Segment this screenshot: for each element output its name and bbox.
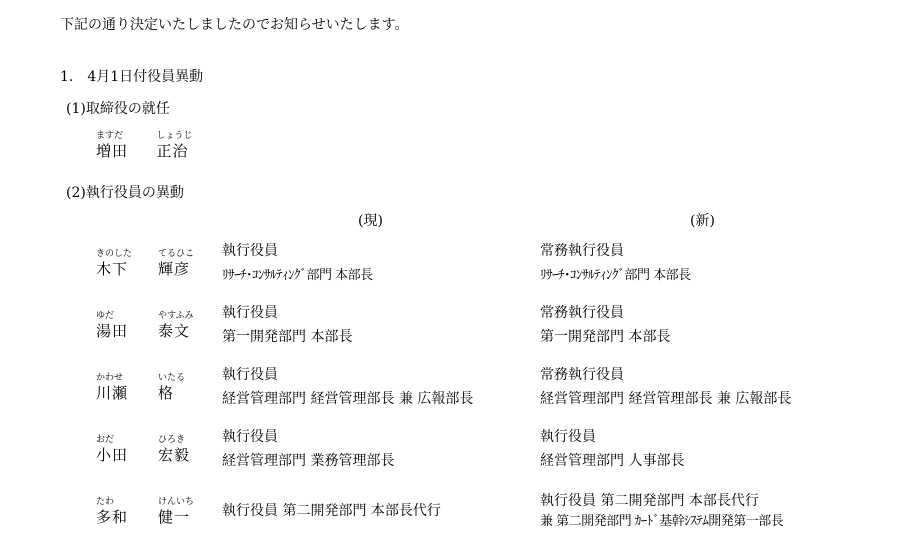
subsection-director-appointment: (1)取締役の就任 xyxy=(66,101,170,117)
current-title: 執行役員 xyxy=(222,305,278,321)
new-dept: 第一開発部門 本部長 xyxy=(540,329,671,345)
officer-last-name: ゆだ 湯田 xyxy=(96,320,128,341)
new-dept: 経営管理部門 経営管理部長 兼 広報部長 xyxy=(540,391,792,407)
officer-last-ruby: きのした xyxy=(96,249,133,259)
current-title: 執行役員 第二開発部門 本部長代行 xyxy=(222,503,441,519)
officer-last-name: かわせ 川瀬 xyxy=(96,382,128,403)
officer-first-name: てるひこ 輝彦 xyxy=(158,258,190,279)
officer-first-name: やすふみ 泰文 xyxy=(158,320,190,341)
officer-first-name: ひろき 宏毅 xyxy=(158,444,190,465)
officer-row xyxy=(0,302,901,362)
officer-row xyxy=(0,488,901,548)
current-title: 執行役員 xyxy=(222,429,278,445)
new-dept: ﾘｻｰﾁ･ｺﾝｻﾙﾃｨﾝｸﾞ部門 本部長 xyxy=(540,268,691,283)
officer-last-ruby: たわ xyxy=(96,497,115,507)
intro-text: 下記の通り決定いたしましたのでお知らせいたします。 xyxy=(60,17,409,33)
officer-first-ruby: いたる xyxy=(158,373,186,383)
director-last-name: ますだ 増田 xyxy=(96,140,128,161)
officer-first-ruby: ひろき xyxy=(158,435,186,445)
new-title: 常務執行役員 xyxy=(540,243,624,259)
officer-last-name: おだ 小田 xyxy=(96,444,128,465)
officer-first-name: いたる 格 xyxy=(158,382,174,403)
officer-first-ruby: けんいち xyxy=(158,497,195,507)
officer-first-ruby: やすふみ xyxy=(158,311,194,321)
director-last-ruby: ますだ xyxy=(96,131,124,141)
officer-last-ruby: ゆだ xyxy=(96,311,115,321)
new-title: 執行役員 第二開発部門 本部長代行 xyxy=(540,493,759,509)
director-name xyxy=(96,131,193,161)
officer-last-ruby: かわせ xyxy=(96,373,124,383)
section-heading: 1. 4月1日付役員異動 xyxy=(60,69,204,85)
new-title: 常務執行役員 xyxy=(540,305,624,321)
header-current: (現) xyxy=(358,213,383,229)
current-dept: ﾘｻｰﾁ･ｺﾝｻﾙﾃｨﾝｸﾞ部門 本部長 xyxy=(222,268,373,283)
current-title: 執行役員 xyxy=(222,243,278,259)
officer-row xyxy=(0,364,901,424)
current-dept: 経営管理部門 業務管理部長 xyxy=(222,453,395,469)
new-title: 常務執行役員 xyxy=(540,367,624,383)
new-dept: 経営管理部門 人事部長 xyxy=(540,453,685,469)
officer-last-name: たわ 多和 xyxy=(96,506,128,527)
director-first-ruby: しょうじ xyxy=(156,131,193,141)
officer-row xyxy=(0,426,901,486)
director-first-name: しょうじ 正治 xyxy=(156,140,188,161)
officer-first-name: けんいち 健一 xyxy=(158,506,190,527)
subsection-officer-changes: (2)執行役員の異動 xyxy=(66,185,184,201)
current-dept: 経営管理部門 経営管理部長 兼 広報部長 xyxy=(222,391,474,407)
officer-last-name: きのした 木下 xyxy=(96,258,128,279)
new-title: 執行役員 xyxy=(540,429,596,445)
officer-last-ruby: おだ xyxy=(96,435,115,445)
new-dept: 兼 第二開発部門 ｶｰﾄﾞ基幹ｼｽﾃﾑ開発第一部長 xyxy=(540,514,784,529)
current-title: 執行役員 xyxy=(222,367,278,383)
header-new: (新) xyxy=(690,213,715,229)
officer-first-ruby: てるひこ xyxy=(158,249,195,259)
officer-row xyxy=(0,240,901,300)
current-dept: 第一開発部門 本部長 xyxy=(222,329,353,345)
